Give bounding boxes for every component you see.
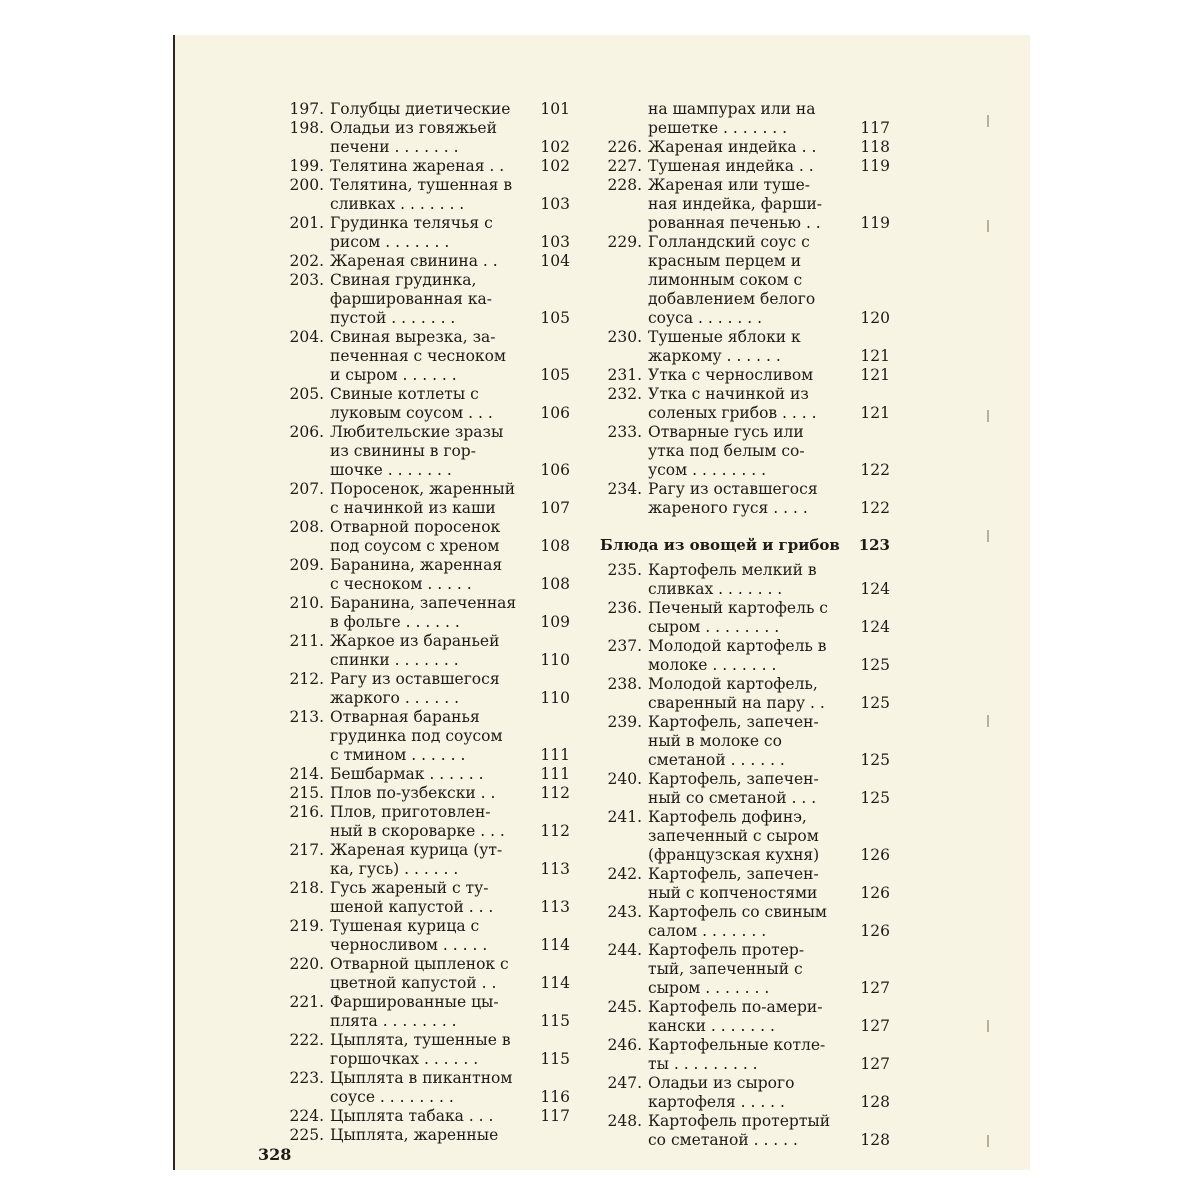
toc-entry-number: 239. xyxy=(607,713,642,731)
toc-entry-title: Отварные гусь или утка под белым со- усом . . . . . . . . xyxy=(648,423,805,479)
toc-entry-number: 206. xyxy=(289,423,324,441)
toc-entry-number: 248. xyxy=(607,1112,642,1130)
toc-entry-title: Жареная свинина . . xyxy=(330,252,498,270)
toc-entry xyxy=(282,879,582,917)
toc-entry-title: Свиная вырезка, за- печенная с чесноком и сыром . . . . . . xyxy=(330,328,506,384)
toc-page-ref: 111 xyxy=(540,765,570,783)
toc-page-ref: 107 xyxy=(540,499,570,517)
toc-page-ref: 112 xyxy=(540,822,570,840)
toc-entry-number: 219. xyxy=(289,917,324,935)
toc-page-ref: 105 xyxy=(540,366,570,384)
toc-entry xyxy=(600,366,900,385)
toc-page-ref: 103 xyxy=(540,195,570,213)
toc-entry-title: Картофель со свиным салом . . . . . . . xyxy=(648,903,827,940)
toc-entry xyxy=(600,176,900,233)
toc-entry xyxy=(600,865,900,903)
toc-page-ref: 104 xyxy=(540,252,570,270)
toc-entry-title: Молодой картофель, сваренный на пару . . xyxy=(648,675,825,712)
toc-entry-title: Голубцы диетические xyxy=(330,100,511,118)
toc-entry xyxy=(282,214,582,252)
toc-entry xyxy=(600,675,900,713)
toc-entry xyxy=(282,556,582,594)
toc-entry-number: 220. xyxy=(289,955,324,973)
toc-entry xyxy=(600,637,900,675)
toc-entry-title: Цыплята, тушенные в горшочках . . . . . . xyxy=(330,1031,511,1068)
toc-entry xyxy=(282,670,582,708)
toc-entry-number: 205. xyxy=(289,385,324,403)
toc-entry-title: Тушеная индейка . . xyxy=(648,157,814,175)
toc-entry-title: Телятина, тушенная в сливках . . . . . . . xyxy=(330,176,513,213)
toc-entry xyxy=(282,423,582,480)
toc-entry-title: Рагу из оставшегося жаркого . . . . . . xyxy=(330,670,500,707)
toc-entry-title: Свиные котлеты с луковым соусом . . . xyxy=(330,385,493,422)
toc-entry-number: 235. xyxy=(607,561,642,579)
toc-entry-number: 222. xyxy=(289,1031,324,1049)
toc-entry-title: Утка с начинкой из соленых грибов . . . . xyxy=(648,385,817,422)
toc-entry-title: Картофель мелкий в сливках . . . . . . . xyxy=(648,561,817,598)
toc-entry-number: 221. xyxy=(289,993,324,1011)
toc-entry-number: 216. xyxy=(289,803,324,821)
toc-column-right xyxy=(600,100,900,1150)
toc-page-ref: 126 xyxy=(860,884,890,902)
toc-entry xyxy=(600,157,900,176)
toc-entry xyxy=(282,917,582,955)
toc-entry xyxy=(600,713,900,770)
toc-entry-number: 200. xyxy=(289,176,324,194)
toc-page-ref: 125 xyxy=(860,751,890,769)
toc-page-ref: 125 xyxy=(860,656,890,674)
toc-entry-title: Цыплята, жаренные xyxy=(330,1126,499,1144)
toc-entry-number: 232. xyxy=(607,385,642,403)
toc-page-ref: 117 xyxy=(860,119,890,137)
toc-entry-number: 245. xyxy=(607,998,642,1016)
scan-mark xyxy=(987,115,989,127)
toc-page-ref: 108 xyxy=(540,575,570,593)
toc-entry-number: 238. xyxy=(607,675,642,693)
toc-entry xyxy=(282,784,582,803)
toc-entry xyxy=(600,328,900,366)
toc-entry xyxy=(282,803,582,841)
toc-entry-number: 208. xyxy=(289,518,324,536)
toc-entry xyxy=(282,157,582,176)
toc-entry-number: 227. xyxy=(607,157,642,175)
toc-page-ref: 127 xyxy=(860,979,890,997)
toc-entry-title: Поросенок, жаренный с начинкой из каши xyxy=(330,480,516,517)
toc-entry-number: 199. xyxy=(289,157,324,175)
toc-page-ref: 114 xyxy=(540,936,570,954)
toc-entry-number: 214. xyxy=(289,765,324,783)
toc-page-ref: 119 xyxy=(860,214,890,232)
toc-entry-number: 229. xyxy=(607,233,642,251)
toc-page-ref: 122 xyxy=(860,461,890,479)
toc-entry-title: Утка с черносливом xyxy=(648,366,814,384)
toc-entry-title: Тушеная курица с черносливом . . . . . xyxy=(330,917,488,954)
toc-entry-number: 210. xyxy=(289,594,324,612)
toc-page-ref: 121 xyxy=(860,347,890,365)
toc-entry xyxy=(282,1126,582,1145)
toc-entry-number: 202. xyxy=(289,252,324,270)
toc-entry xyxy=(282,252,582,271)
toc-entry xyxy=(600,480,900,518)
toc-entry-number: 240. xyxy=(607,770,642,788)
toc-entry-title: Тушеные яблоки к жаркому . . . . . . xyxy=(648,328,801,365)
toc-entry-number: 242. xyxy=(607,865,642,883)
toc-entry-title: Молодой картофель в молоке . . . . . . . xyxy=(648,637,827,674)
toc-entry-title: Любительские зразы из свинины в гор- шочке . . . . . . . xyxy=(330,423,504,479)
toc-page-ref: 114 xyxy=(540,974,570,992)
toc-entry xyxy=(600,233,900,328)
toc-page-ref: 124 xyxy=(860,618,890,636)
toc-page-ref: 109 xyxy=(540,613,570,631)
toc-entry xyxy=(600,385,900,423)
toc-page-ref: 113 xyxy=(540,898,570,916)
page-number: 328 xyxy=(258,1145,292,1164)
toc-entry-number: 213. xyxy=(289,708,324,726)
toc-page-ref: 126 xyxy=(860,846,890,864)
toc-page-ref: 106 xyxy=(540,461,570,479)
toc-entry-title: Картофель по-амери- кански . . . . . . . xyxy=(648,998,823,1035)
toc-entry-title: Жаркое из бараньей спинки . . . . . . . xyxy=(330,632,500,669)
section-heading xyxy=(600,536,900,555)
toc-page-ref: 124 xyxy=(860,580,890,598)
toc-entry xyxy=(282,1031,582,1069)
toc-entry-title: Цыплята табака . . . xyxy=(330,1107,494,1125)
toc-page-ref: 127 xyxy=(860,1017,890,1035)
toc-entry xyxy=(600,599,900,637)
toc-entry-number: 224. xyxy=(289,1107,324,1125)
toc-entry-title: Грудинка телячья с рисом . . . . . . . xyxy=(330,214,493,251)
toc-entry-number: 230. xyxy=(607,328,642,346)
toc-entry xyxy=(282,385,582,423)
toc-entry xyxy=(600,100,900,138)
toc-entry xyxy=(282,632,582,670)
toc-entry xyxy=(600,1112,900,1150)
toc-entry xyxy=(282,765,582,784)
toc-entry-number: 234. xyxy=(607,480,642,498)
toc-entry-number: 236. xyxy=(607,599,642,617)
toc-entry-number: 244. xyxy=(607,941,642,959)
scan-mark xyxy=(987,1135,989,1147)
toc-entry xyxy=(282,1069,582,1107)
toc-entry xyxy=(600,423,900,480)
toc-entry xyxy=(282,328,582,385)
toc-entry-title: Жареная курица (ут- ка, гусь) . . . . . . xyxy=(330,841,503,878)
toc-entry xyxy=(600,138,900,157)
toc-entry-number: 246. xyxy=(607,1036,642,1054)
toc-page-ref: 121 xyxy=(860,366,890,384)
toc-entry-number: 233. xyxy=(607,423,642,441)
toc-entry-number: 211. xyxy=(289,632,324,650)
section-heading-text: Блюда из овощей и грибов xyxy=(600,536,840,554)
toc-entry-number: 223. xyxy=(289,1069,324,1087)
toc-page-ref: 116 xyxy=(540,1088,570,1106)
toc-entry-title: Отварная баранья грудинка под соусом с тмином . . . . . . xyxy=(330,708,503,764)
toc-page-ref: 119 xyxy=(860,157,890,175)
toc-entry-title: Голландский соус с красным перцем и лимонным соком с добавлением белого соуса . . . . . . . xyxy=(648,233,816,327)
toc-entry-number: 243. xyxy=(607,903,642,921)
toc-entry-number: 204. xyxy=(289,328,324,346)
toc-entry-title: Картофель протертый со сметаной . . . . . xyxy=(648,1112,831,1149)
toc-page-ref: 103 xyxy=(540,233,570,251)
toc-entry xyxy=(282,841,582,879)
toc-page-ref: 110 xyxy=(540,651,570,669)
toc-page-ref: 125 xyxy=(860,789,890,807)
toc-entry-title: Рагу из оставшегося жареного гуся . . . . xyxy=(648,480,818,517)
toc-page-ref: 105 xyxy=(540,309,570,327)
scan-mark xyxy=(987,530,989,542)
toc-entry xyxy=(600,561,900,599)
toc-entry-number: 198. xyxy=(289,119,324,137)
toc-entry-number: 237. xyxy=(607,637,642,655)
toc-entry-number: 207. xyxy=(289,480,324,498)
toc-entry xyxy=(600,941,900,998)
toc-entry xyxy=(282,518,582,556)
toc-page-ref: 115 xyxy=(540,1050,570,1068)
toc-entry-title: Плов по-узбекски . . xyxy=(330,784,496,802)
toc-entry-number: 197. xyxy=(289,100,324,118)
toc-entry-title: Оладьи из говяжьей печени . . . . . . . xyxy=(330,119,497,156)
toc-page-ref: 120 xyxy=(860,309,890,327)
toc-entry-title: Баранина, запеченная в фольге . . . . . . xyxy=(330,594,517,631)
toc-entry-title: Бешбармак . . . . . . xyxy=(330,765,484,783)
toc-entry xyxy=(600,1036,900,1074)
toc-entry-title: Картофель, запечен- ный в молоке со сметаной . . . . . . xyxy=(648,713,819,769)
toc-entry xyxy=(600,770,900,808)
scan-mark xyxy=(987,1020,989,1032)
toc-entry-title: Баранина, жаренная с чесноком . . . . . xyxy=(330,556,503,593)
toc-entry-number: 231. xyxy=(607,366,642,384)
toc-entry xyxy=(282,100,582,119)
toc-page-ref: 127 xyxy=(860,1055,890,1073)
scan-mark xyxy=(987,715,989,727)
toc-entry-number: 247. xyxy=(607,1074,642,1092)
toc-entry-number: 226. xyxy=(607,138,642,156)
toc-entry xyxy=(282,955,582,993)
toc-entry-title: Оладьи из сырого картофеля . . . . . xyxy=(648,1074,795,1111)
toc-page-ref: 121 xyxy=(860,404,890,422)
toc-page-ref: 128 xyxy=(860,1131,890,1149)
toc-entry-title: Отварной поросенок под соусом с хреном xyxy=(330,518,501,555)
toc-entry xyxy=(282,993,582,1031)
toc-entry-title: Печеный картофель с сыром . . . . . . . . xyxy=(648,599,828,636)
book-page xyxy=(173,35,1030,1170)
toc-page-ref: 113 xyxy=(540,860,570,878)
toc-page-ref: 102 xyxy=(540,138,570,156)
toc-entry-title: Картофель протер- тый, запеченный с сыром . . . . . . . xyxy=(648,941,805,997)
toc-page-ref: 110 xyxy=(540,689,570,707)
toc-entry-number: 203. xyxy=(289,271,324,289)
toc-page-ref: 123 xyxy=(858,536,890,554)
toc-page-ref: 111 xyxy=(540,746,570,764)
toc-page-ref: 126 xyxy=(860,922,890,940)
toc-entry-title: Жареная или туше- ная индейка, фарши- рованная печенью . . xyxy=(648,176,823,232)
toc-entry xyxy=(282,271,582,328)
toc-page-ref: 101 xyxy=(540,100,570,118)
toc-entry-title: Телятина жареная . . xyxy=(330,157,505,175)
toc-entry-title: Жареная индейка . . xyxy=(648,138,817,156)
toc-page-ref: 122 xyxy=(860,499,890,517)
toc-entry-title: Фаршированные цы- плята . . . . . . . . xyxy=(330,993,499,1030)
toc-entry-title: Картофельные котле- ты . . . . . . . . . xyxy=(648,1036,826,1073)
toc-entry-number: 209. xyxy=(289,556,324,574)
scan-mark xyxy=(987,220,989,232)
toc-entry-number: 201. xyxy=(289,214,324,232)
toc-page-ref: 125 xyxy=(860,694,890,712)
scan-mark xyxy=(987,410,989,422)
toc-entry-number: 218. xyxy=(289,879,324,897)
toc-entry-title: Гусь жареный с ту- шеной капустой . . . xyxy=(330,879,494,916)
toc-entry xyxy=(600,1074,900,1112)
toc-page-ref: 108 xyxy=(540,537,570,555)
toc-entry xyxy=(282,1107,582,1126)
toc-entry-number: 217. xyxy=(289,841,324,859)
toc-entry xyxy=(282,176,582,214)
toc-page-ref: 128 xyxy=(860,1093,890,1111)
toc-page-ref: 117 xyxy=(540,1107,570,1125)
toc-entry xyxy=(282,480,582,518)
toc-entry xyxy=(282,119,582,157)
toc-entry-title: Картофель, запечен- ный со сметаной . . . xyxy=(648,770,819,807)
toc-entry xyxy=(600,903,900,941)
toc-entry-title: Плов, приготовлен- ный в скороварке . . . xyxy=(330,803,505,840)
toc-entry xyxy=(282,708,582,765)
toc-page-ref: 106 xyxy=(540,404,570,422)
toc-entry-title: Картофель, запечен- ный с копченостями xyxy=(648,865,819,902)
toc-entry-title: Цыплята в пикантном соусе . . . . . . . . xyxy=(330,1069,513,1106)
toc-entry-number: 215. xyxy=(289,784,324,802)
toc-entry-number: 241. xyxy=(607,808,642,826)
toc-entry-number: 212. xyxy=(289,670,324,688)
toc-column-left xyxy=(282,100,582,1145)
toc-entry-number: 228. xyxy=(607,176,642,194)
toc-entry xyxy=(600,808,900,865)
toc-entry-title: на шампурах или на решетке . . . . . . . xyxy=(648,100,816,137)
toc-entry xyxy=(282,594,582,632)
toc-page-ref: 115 xyxy=(540,1012,570,1030)
toc-page-ref: 102 xyxy=(540,157,570,175)
toc-page-ref: 118 xyxy=(860,138,890,156)
toc-entry-number: 225. xyxy=(289,1126,324,1144)
toc-entry-title: Отварной цыпленок с цветной капустой . . xyxy=(330,955,509,992)
toc-entry-title: Картофель дофинэ, запеченный с сыром (французская кухня) xyxy=(648,808,820,864)
toc-entry-title: Свиная грудинка, фаршированная ка- пустой . . . . . . . xyxy=(330,271,493,327)
toc-page-ref: 112 xyxy=(540,784,570,802)
toc-entry xyxy=(600,998,900,1036)
